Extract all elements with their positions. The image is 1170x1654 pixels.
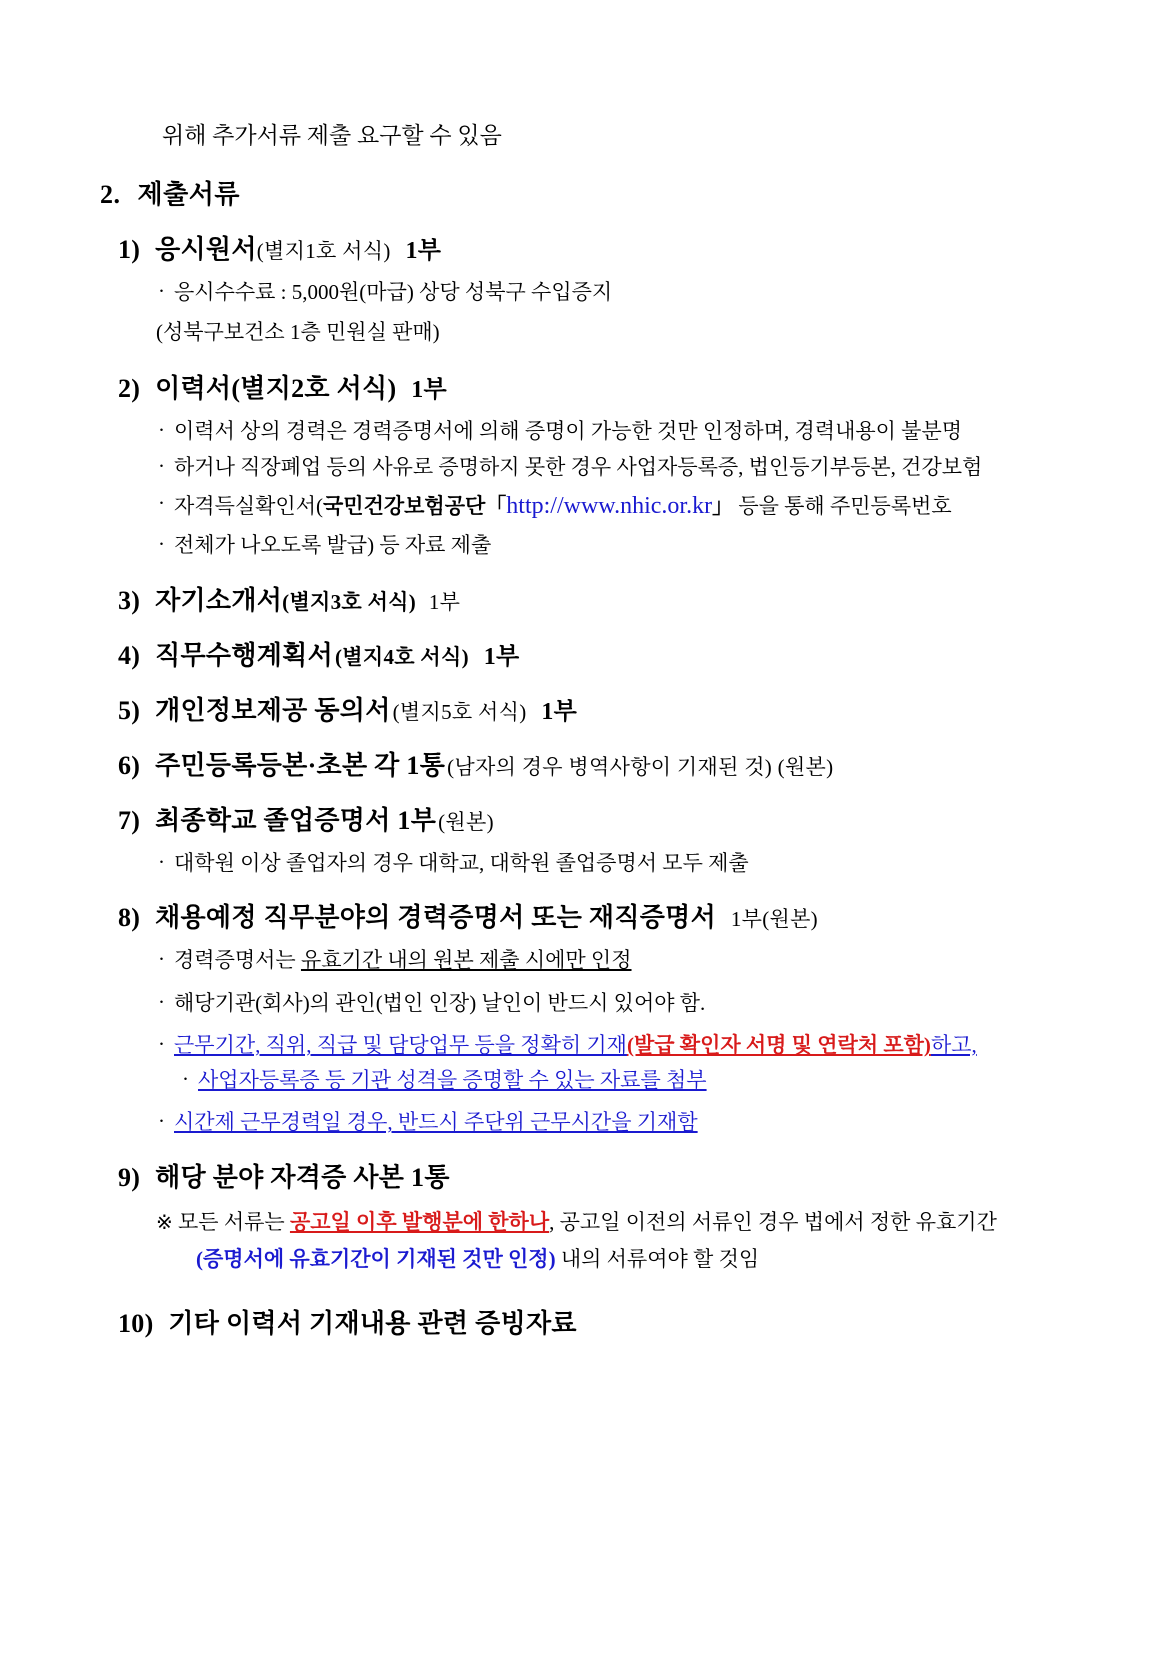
item-title-7: 최종학교 졸업증명서 1부 [155, 805, 437, 835]
item-number-6: 6) [118, 750, 141, 780]
section-title: 제출서류 [137, 179, 240, 209]
item-title-5: 개인정보제공 동의서 [155, 695, 391, 725]
list-item-5 [118, 690, 1080, 727]
bullet-2-4: · 전체가 나오도록 발급) 등 자료 제출 [156, 529, 1080, 562]
item-number-1: 1) [118, 234, 141, 264]
item-tail-3: 1부 [428, 589, 461, 614]
item-title-8: 채용예정 직무분야의 경력증명서 또는 재직증명서 [155, 903, 717, 933]
bullet-8-3-part1: 근무기간, 직위, 직급 및 담당업무 등을 정확히 기재 [174, 1033, 627, 1058]
notice-line-2 [196, 1243, 1080, 1277]
list-item-7 [118, 800, 1080, 837]
section-heading [100, 174, 1080, 211]
list-item-6 [118, 745, 1080, 782]
item-paren-1: (별지1호 서식) [256, 238, 391, 263]
item-number-3: 3) [118, 585, 141, 615]
bullet-1-1: · 응시수수료 : 5,000원(마급) 상당 성북구 수입증지 [156, 276, 1080, 309]
item-title-4: 직무수행계획서 [155, 640, 333, 670]
notice-pre: 모든 서류는 [172, 1209, 290, 1234]
item-number-4: 4) [118, 640, 141, 670]
item-paren-7: (원본) [438, 809, 494, 834]
list-item-1 [118, 229, 1080, 266]
item-paren-3: (별지3호 서식) [282, 589, 417, 614]
item-paren-5: (별지5호 서식) [392, 699, 527, 724]
list-item-10 [118, 1303, 1080, 1340]
bullet-8-3 [156, 1029, 1080, 1062]
list-item-3 [118, 580, 1080, 617]
item-number-10: 10) [118, 1309, 154, 1339]
bracket-open: 「 [485, 493, 507, 518]
list-item-8 [118, 897, 1080, 934]
bullet-8-2: · 해당기관(회사)의 관인(법인 인장) 날인이 반드시 있어야 함. [156, 987, 1080, 1020]
notice-highlight: 공고일 이후 발행분에 한하나 [289, 1209, 550, 1234]
item-number-7: 7) [118, 805, 141, 835]
bullet-2-3 [156, 488, 1080, 525]
bullet-8-1-pre: 경력증명서는 [174, 948, 301, 973]
list-item-4 [118, 635, 1080, 672]
item-tail-1: 1부 [405, 237, 442, 264]
bullet-8-5-text: 시간제 근무경력일 경우, 반드시 주단위 근무시간을 기재함 [174, 1110, 698, 1135]
item-number-5: 5) [118, 695, 141, 725]
bullet-8-3-part3: 하고, [930, 1033, 977, 1058]
nhic-link[interactable]: http://www.nhic.or.kr [506, 492, 713, 519]
item-title-10: 기타 이력서 기재내용 관련 증빙자료 [168, 1309, 577, 1339]
item-paren-4: (별지4호 서식) [335, 644, 469, 669]
item-tail-4: 1부 [483, 643, 520, 670]
bullet-2-2: · 하거나 직장폐업 등의 사유로 증명하지 못한 경우 사업자등록증, 법인등기부등본, 건강보험 [156, 451, 1080, 484]
item-paren-6: (남자의 경우 병역사항이 기재된 것) (원본) [447, 754, 834, 779]
subnote-1: (성북구보건소 1층 민원실 판매) [156, 320, 440, 345]
bullet-8-4 [180, 1064, 1080, 1097]
bullet-8-1 [156, 944, 1080, 977]
item-number-9: 9) [118, 1162, 141, 1192]
bullet-8-5 [156, 1106, 1080, 1139]
item-paren-8: 1부(원본) [730, 907, 818, 932]
notice-line-1 [156, 1206, 1080, 1240]
continuation-line: 위해 추가서류 제출 요구할 수 있음 [162, 123, 502, 148]
bullet-2-3-strong: 국민건강보험공단 [323, 493, 486, 518]
notice-post: , 공고일 이전의 서류인 경우 법에서 정한 유효기간 [549, 1209, 997, 1234]
bullet-2-3-pre: 자격득실확인서( [174, 493, 323, 518]
document-body [100, 118, 1080, 1340]
item-number-8: 8) [118, 903, 141, 933]
item-title-2: 이력서(별지2호 서식) [155, 373, 397, 403]
bullet-8-4-text: 사업자등록증 등 기관 성격을 증명할 수 있는 자료를 첨부 [198, 1067, 707, 1092]
item-number-2: 2) [118, 373, 141, 403]
item-title-1: 응시원서 [155, 234, 257, 264]
section-number: 2. [100, 179, 121, 209]
notice-blue: (증명서에 유효기간이 기재된 것만 인정) [196, 1247, 556, 1272]
item-tail-2: 1부 [411, 376, 448, 403]
item-title-9: 해당 분야 자격증 사본 1통 [155, 1162, 450, 1192]
bullet-2-3-post: 등을 통해 주민등록번호 [733, 493, 952, 518]
item-tail-5: 1부 [541, 698, 578, 725]
list-item-9 [118, 1157, 1080, 1194]
bullet-8-3-part2: (발급 확인자 서명 및 연락처 포함) [626, 1033, 931, 1058]
bullet-8-1-underline: 유효기간 내의 원본 제출 시에만 인정 [300, 948, 632, 973]
bullet-7-1: · 대학원 이상 졸업자의 경우 대학교, 대학원 졸업증명서 모두 제출 [156, 847, 1080, 880]
list-item-2 [118, 368, 1080, 405]
notice-mark: ※ [156, 1211, 173, 1234]
item-title-3: 자기소개서 [155, 585, 283, 615]
bracket-close: 」 [712, 493, 734, 518]
bullet-2-1: · 이력서 상의 경력은 경력증명서에 의해 증명이 가능한 것만 인정하며, 경력내용이 불분명 [156, 415, 1080, 448]
item-title-6: 주민등록등본·초본 각 1통 [155, 750, 446, 780]
notice-second-post: 내의 서류여야 할 것임 [555, 1247, 760, 1272]
